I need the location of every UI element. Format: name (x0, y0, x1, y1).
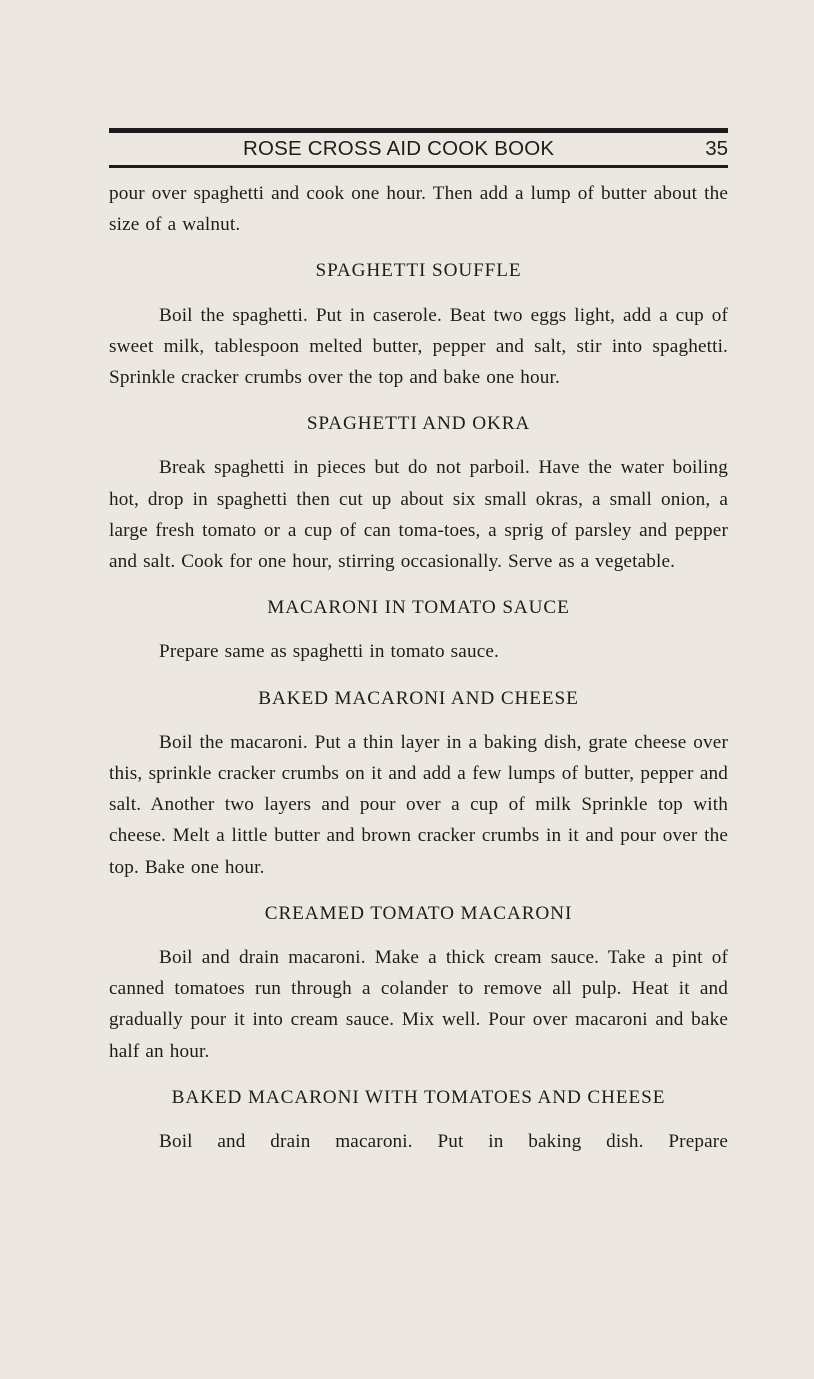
header-rule-top (109, 128, 728, 133)
recipe-text: Boil the macaroni. Put a thin layer in a baking dish, grate cheese over this, sprinkle cracker crumbs on it and add a few lumps of butter, pepper and salt. Another two layers and pour over a cup of milk Sprinkle top with cheese. Melt a little butter and brown cracker crumbs in it and pour over the top. Bake one hour. (109, 731, 728, 878)
recipe-text: Boil and drain macaroni. Make a thick cream sauce. Take a pint of canned tomatoes run through a colander to remove all pulp. Heat it and gradually pour it into cream sauce. Mix well. Pour over macaroni and bake half an hour. (109, 947, 728, 1062)
recipe-text: Break spaghetti in pieces but do not parboil. Have the water boiling hot, drop in spaghetti then cut up about six small okras, a small onion, a large fresh tomato or a cup of can toma-toes, a sprig of parsley and pepper and salt. Cook for one hour, stirring occasionally. Serve as a vegetable. (109, 457, 728, 573)
header-rule-bottom (109, 165, 728, 168)
recipe-title: MACARONI IN TOMATO SAUCE (267, 597, 570, 619)
continued-paragraph: pour over spaghetti and cook one hour. Then add a lump of butter about the size of a walnut. (109, 183, 728, 236)
running-head (109, 136, 728, 162)
page-number: 35 (705, 137, 728, 160)
recipe-title: BAKED MACARONI AND CHEESE (258, 687, 579, 709)
recipe-title: BAKED MACARONI WITH TOMATOES AND CHEESE (171, 1086, 666, 1108)
recipe-title: SPAGHETTI SOUFFLE (315, 260, 522, 282)
recipe-text: Prepare same as spaghetti in tomato sauce. (159, 641, 499, 663)
running-title: ROSE CROSS AID COOK BOOK (243, 137, 555, 160)
recipe-text: Boil the spaghetti. Put in caserole. Beat two eggs light, add a cup of sweet milk, tablespoon melted butter, pepper and salt, stir into spaghetti. Sprinkle cracker crumbs over the top and bake one hour. (109, 304, 728, 389)
recipe-title: SPAGHETTI AND OKRA (306, 413, 531, 435)
recipe-title: CREAMED TOMATO MACARONI (264, 902, 573, 924)
recipe-text: Boil and drain macaroni. Put in baking dish. Prepare (159, 1131, 728, 1153)
page-body (109, 178, 728, 1157)
